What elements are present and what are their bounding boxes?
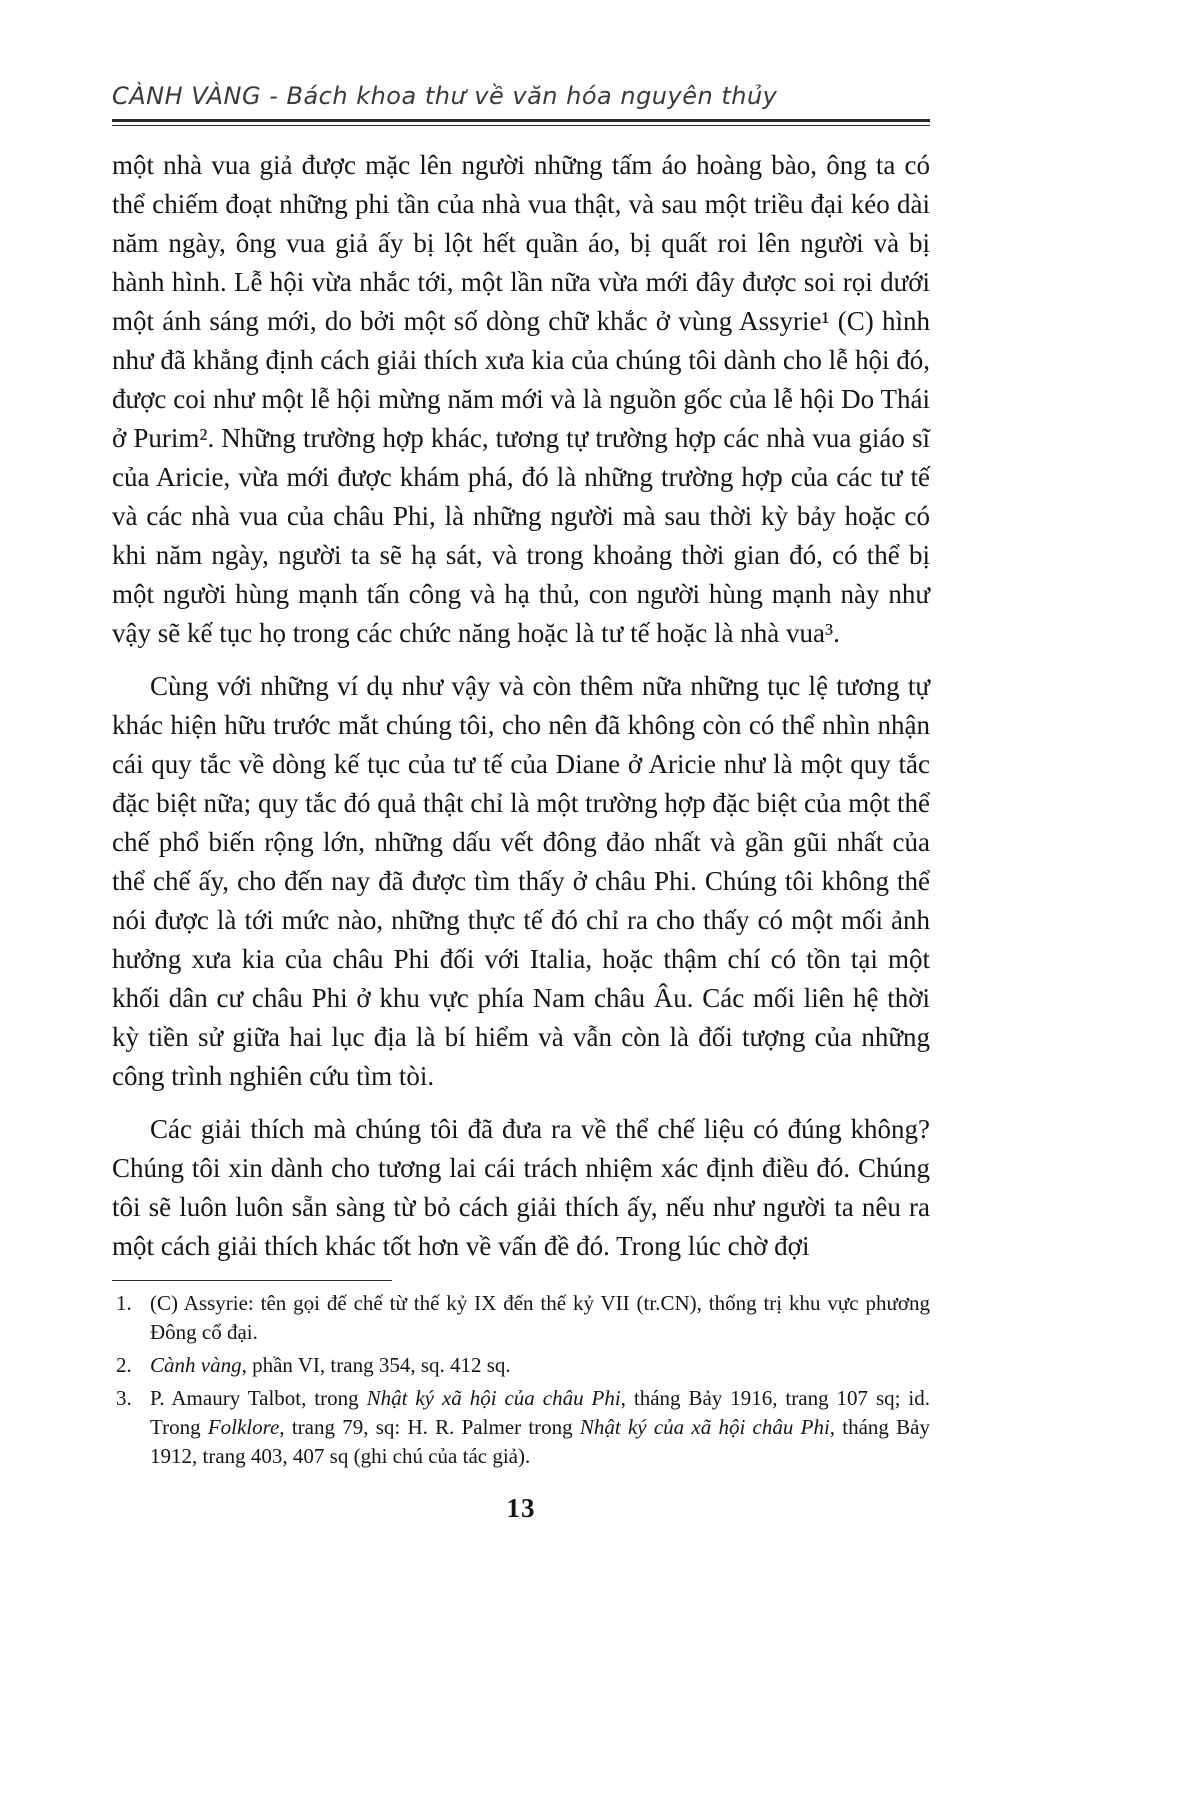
footnote-item [112,1384,930,1471]
paragraph: Cùng với những ví dụ như vậy và còn thêm nữa những tục lệ tương tự khác hiện hữu trước mắt chúng tôi, cho nên đã không còn có thể nhìn nhận cái quy tắc về dòng kế tục của tư tế của Diane ở Aricie như là một quy tắc đặc biệt nữa; quy tắc đó quả thật chỉ là một trường hợp đặc biệt của một thể chế phổ biến rộng lớn, những dấu vết đông đảo nhất và gần gũi nhất của thể chế ấy, cho đến nay đã được tìm thấy ở châu Phi. Chúng tôi không thể nói được là tới mức nào, những thực tế đó chỉ ra cho thấy có một mối ảnh hưởng xưa kia của châu Phi đối với Italia, hoặc thậm chí có tồn tại một khối dân cư châu Phi ở khu vực phía Nam châu Âu. Các mối liên hệ thời kỳ tiền sử giữa hai lục địa là bí hiểm và vẫn còn là đối tượng của những công trình nghiên cứu tìm tòi. [112,671,930,1091]
footnotes [112,1289,930,1471]
footnote-item [112,1351,930,1380]
body-text [112,146,930,1266]
footnote-item [112,1289,930,1347]
header-title: CÀNH VÀNG - Bách khoa thư về văn hóa nguyên thủy [112,82,778,110]
header-double-rule [112,119,930,126]
page-number: 13 [506,1493,536,1523]
paragraph: một nhà vua giả được mặc lên người những tấm áo hoàng bào, ông ta có thể chiếm đoạt những phi tần của nhà vua thật, và sau một triều đại kéo dài năm ngày, ông vua giả ấy bị lột hết quần áo, bị quất roi lên người và bị hành hình. Lễ hội vừa nhắc tới, một lần nữa vừa mới đây được soi rọi dưới một ánh sáng mới, do bởi một số dòng chữ khắc ở vùng Assyrie¹ (C) hình như đã khẳng định cách giải thích xưa kia của chúng tôi dành cho lễ hội đó, được coi như một lễ hội mừng năm mới và là nguồn gốc của lễ hội Do Thái ở Purim². Những trường hợp khác, tương tự trường hợp các nhà vua giáo sĩ của Aricie, vừa mới được khám phá, đó là những trường hợp của các tư tế và các nhà vua của châu Phi, là những người mà sau thời kỳ bảy hoặc có khi năm ngày, người ta sẽ hạ sát, và trong khoảng thời gian đó, có thể bị một người hùng mạnh tấn công và hạ thủ, con người hùng mạnh này như vậy sẽ kế tục họ trong các chức năng hoặc là tư tế hoặc là nhà vua³. [112,150,930,648]
footnote-text: Cành vàng, phần VI, trang 354, sq. 412 sq. [150,1353,511,1377]
footnote-separator [112,1280,392,1281]
page-content [112,82,930,1524]
running-header [112,82,930,126]
footnote-number: 1. [116,1291,132,1315]
paragraph: Các giải thích mà chúng tôi đã đưa ra về thể chế liệu có đúng không? Chúng tôi xin dành cho tương lai cái trách nhiệm xác định điều đó. Chúng tôi sẽ luôn luôn sẵn sàng từ bỏ cách giải thích ấy, nếu như người ta nêu ra một cách giải thích khác tốt hơn về vấn đề đó. Trong lúc chờ đợi [112,1114,930,1261]
footnote-number: 3. [116,1386,132,1410]
footnote-text: (C) Assyrie: tên gọi đế chế từ thế kỷ IX đến thế kỷ VII (tr.CN), thống trị khu vực phương Đông cổ đại. [150,1291,930,1344]
footnote-number: 2. [116,1353,132,1377]
footnote-text: P. Amaury Talbot, trong Nhật ký xã hội của châu Phi, tháng Bảy 1916, trang 107 sq; id. Trong Folklore, trang 79, sq: H. R. Palmer trong Nhật ký của xã hội châu Phi, tháng Bảy 1912, trang 403, 407 sq (ghi chú của tác giả). [150,1386,930,1468]
